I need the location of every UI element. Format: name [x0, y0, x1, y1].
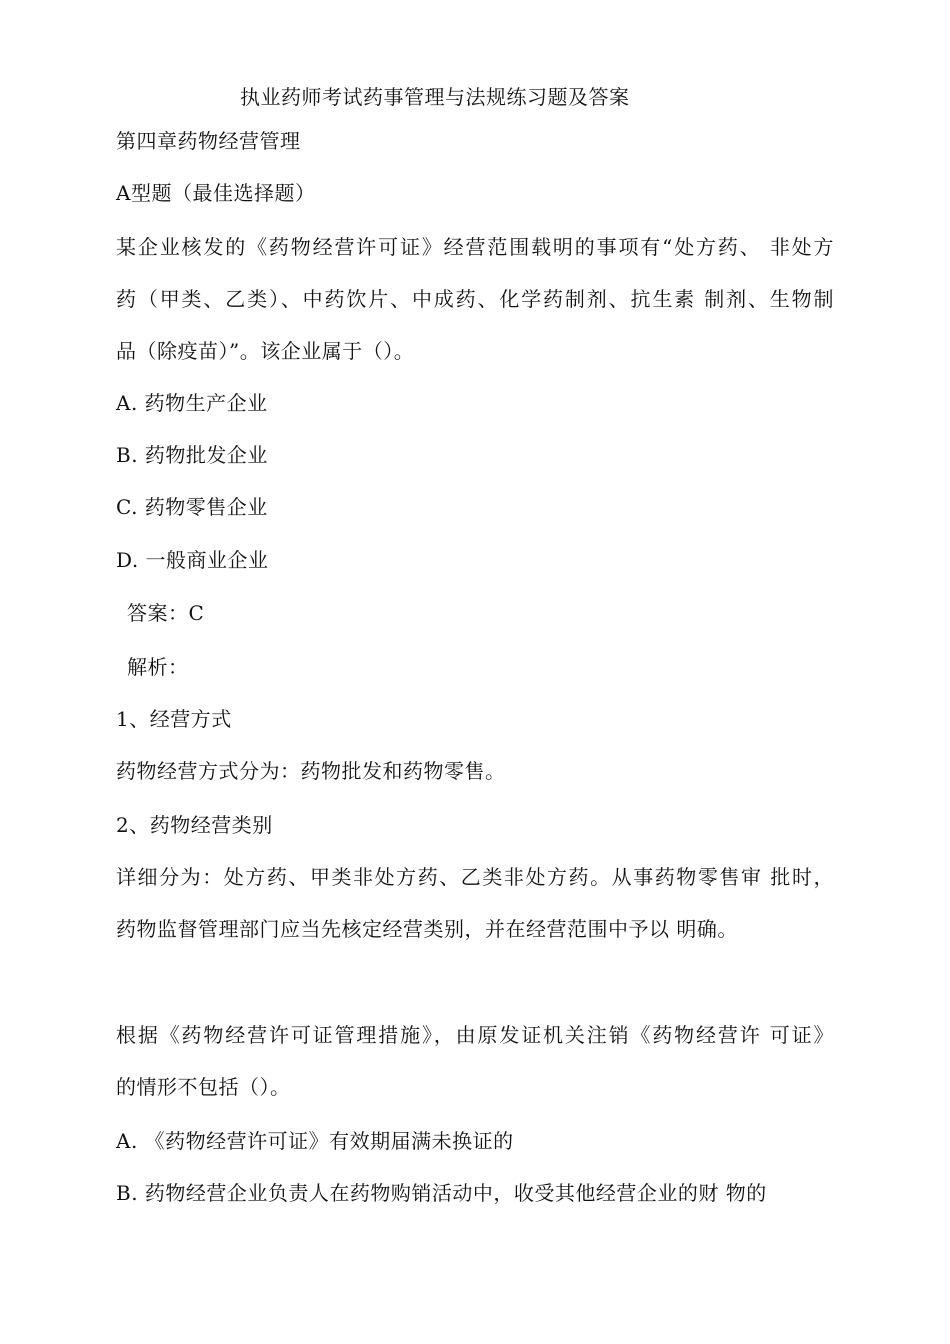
question2-stem-line: 根据《药物经营许可证管理措施》，由原发证机关注销《药物经营许 可证》: [116, 1023, 834, 1047]
question1-option-a: A. 药物生产企业: [116, 391, 268, 415]
analysis-text: 药物监督管理部门应当先核定经营类别，并在经营范围中予以 明确。: [116, 917, 738, 941]
question2-option-b: B. 药物经营企业负责人在药物购销活动中，收受其他经营企业的财 物的: [116, 1181, 767, 1205]
question1-stem-line: 品（除疫苗）”。该企业属于（）。: [116, 339, 415, 363]
question2-option-a: A. 《药物经营许可证》有效期届满未换证的: [116, 1129, 514, 1153]
analysis-heading: 1、经营方式: [116, 707, 232, 731]
question1-stem-line: 药（甲类、乙类）、中药饮片、中成药、化学药制剂、抗生素 制剂、生物制: [116, 287, 834, 311]
question1-answer: 答案：C: [127, 601, 205, 625]
analysis-heading: 2、药物经营类别: [116, 813, 273, 837]
question1-stem-line: 某企业核发的《药物经营许可证》经营范围载明的事项有“处方药、 非处方: [116, 235, 834, 259]
question1-option-d: D. 一般商业企业: [116, 548, 269, 572]
chapter-heading: 第四章药物经营管理: [116, 129, 301, 153]
question1-option-b: B. 药物批发企业: [116, 443, 268, 467]
analysis-text: 详细分为：处方药、甲类非处方药、乙类非处方药。从事药物零售审 批时，: [116, 865, 834, 889]
question1-analysis-label: 解析：: [127, 655, 189, 679]
analysis-text: 药物经营方式分为：药物批发和药物零售。: [116, 759, 506, 783]
question1-option-c: C. 药物零售企业: [116, 495, 268, 519]
question2-stem-line: 的情形不包括（）。: [116, 1075, 291, 1099]
document-title: 执业药师考试药事管理与法规练习题及答案: [240, 85, 630, 109]
section-heading: A型题（最佳选择题）: [116, 181, 316, 205]
